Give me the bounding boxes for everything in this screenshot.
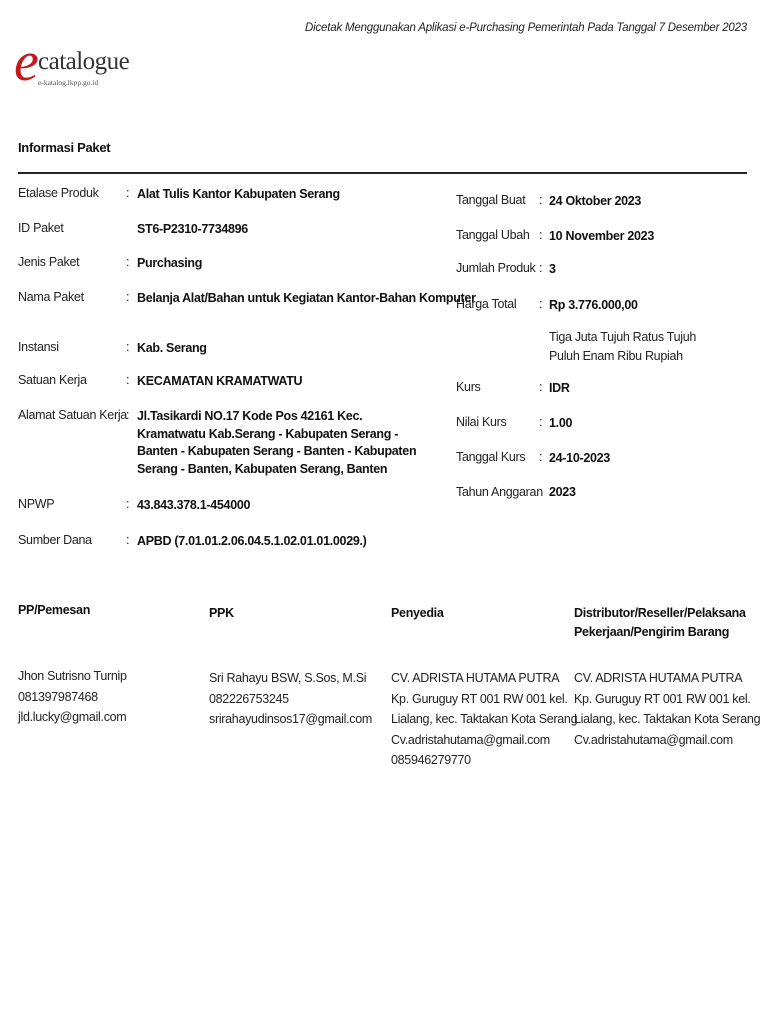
- field-label-kurs: Kurs: [456, 380, 481, 394]
- field-label-nilai-kurs: Nilai Kurs: [456, 415, 507, 429]
- field-colon: :: [539, 450, 543, 464]
- field-colon: :: [126, 255, 130, 269]
- field-label-harga-total: Harga Total: [456, 297, 517, 311]
- ecatalogue-logo: [14, 31, 130, 100]
- party-line: CV. ADRISTA HUTAMA PUTRA: [574, 671, 743, 685]
- party-line: Lialang, kec. Taktakan Kota Serang: [391, 712, 578, 726]
- field-value-tanggal-kurs: 24-10-2023: [549, 451, 610, 465]
- party-line: Cv.adristahutama@gmail.com: [574, 732, 733, 747]
- field-colon: :: [539, 193, 543, 207]
- field-label-npwp: NPWP: [18, 497, 55, 511]
- party-line: Cv.adristahutama@gmail.com: [391, 732, 550, 747]
- field-label-tahun-anggaran: Tahun Anggaran: [456, 485, 543, 499]
- party-heading: Distributor/Reseller/Pelaksana Pekerjaan/Pengirim Barang: [574, 606, 746, 639]
- field-label-tanggal-kurs: Tanggal Kurs: [456, 450, 526, 464]
- field-colon: :: [126, 186, 130, 200]
- field-colon: :: [539, 261, 543, 275]
- party-line: Kp. Guruguy RT 001 RW 001 kel.: [391, 691, 568, 706]
- logo-word: catalogue: [38, 48, 130, 75]
- field-value-tanggal-ubah: 10 November 2023: [549, 229, 654, 243]
- party-heading: Penyedia: [391, 606, 444, 620]
- field-colon: :: [126, 290, 130, 304]
- party-line: 081397987468: [18, 689, 98, 704]
- field-value-jumlah-produk: 3: [549, 262, 556, 276]
- field-colon: :: [126, 497, 130, 511]
- field-colon: :: [126, 340, 130, 354]
- field-label-alamat: Alamat Satuan Kerja: [18, 408, 127, 422]
- field-label-jumlah-produk: Jumlah Produk: [456, 261, 536, 275]
- field-value-jenis-paket: Purchasing: [137, 256, 203, 270]
- field-value-etalase: Alat Tulis Kantor Kabupaten Serang: [137, 187, 340, 201]
- party-line: Sri Rahayu BSW, S.Sos, M.Si: [209, 671, 367, 685]
- field-value-tahun-anggaran: 2023: [549, 485, 576, 499]
- field-label-tanggal-ubah: Tanggal Ubah: [456, 228, 530, 242]
- field-colon: :: [539, 415, 543, 429]
- party-line: jld.lucky@gmail.com: [18, 710, 127, 724]
- field-value-kurs: IDR: [549, 381, 570, 395]
- field-label-id-paket: ID Paket: [18, 221, 64, 235]
- field-value-instansi: Kab. Serang: [137, 341, 207, 355]
- harga-terbilang: Tiga Juta Tujuh Ratus Tujuh Puluh Enam Ribu Rupiah: [549, 330, 697, 363]
- field-colon: :: [539, 228, 543, 242]
- party-line: 082226753245: [209, 691, 289, 706]
- field-label-satuan-kerja: Satuan Kerja: [18, 373, 87, 387]
- party-distributor: [574, 604, 761, 750]
- party-line: Lialang, kec. Taktakan Kota Serang: [574, 712, 761, 726]
- party-line: CV. ADRISTA HUTAMA PUTRA: [391, 671, 560, 685]
- field-colon: :: [539, 297, 543, 311]
- party-line: Jhon Sutrisno Turnip: [18, 669, 127, 683]
- field-value-alamat: Jl.Tasikardi NO.17 Kode Pos 42161 Kec. Kramatwatu Kab.Serang - Kabupaten Serang - Banten - Kabupaten Serang - Banten - Kabupaten Serang - Banten, Kabupaten Serang, Banten: [137, 409, 417, 476]
- party-ppk: [209, 604, 379, 730]
- field-value-sumber-dana: APBD (7.01.01.2.06.04.5.1.02.01.01.0029.): [137, 534, 367, 548]
- field-label-tanggal-buat: Tanggal Buat: [456, 193, 526, 207]
- field-label-etalase: Etalase Produk: [18, 186, 99, 200]
- printed-note: Dicetak Menggunakan Aplikasi e-Purchasing Pemerintah Pada Tanggal 7 Desember 2023: [305, 22, 747, 34]
- field-value-npwp: 43.843.378.1-454000: [137, 498, 251, 512]
- field-label-sumber-dana: Sumber Dana: [18, 533, 92, 547]
- field-colon: :: [126, 408, 130, 422]
- party-heading: PP/Pemesan: [18, 603, 91, 617]
- field-label-instansi: Instansi: [18, 340, 59, 354]
- field-value-satuan-kerja: KECAMATAN KRAMATWATU: [137, 374, 303, 388]
- section-divider: [18, 172, 747, 174]
- field-label-nama-paket: Nama Paket: [18, 290, 84, 304]
- field-colon: :: [539, 380, 543, 394]
- field-value-tanggal-buat: 24 Oktober 2023: [549, 194, 642, 208]
- party-pp-pemesan: [18, 601, 188, 728]
- party-line: 085946279770: [391, 753, 471, 767]
- field-colon: :: [126, 533, 130, 547]
- field-value-id-paket: ST6-P2310-7734896: [137, 222, 248, 236]
- party-heading: PPK: [209, 606, 234, 620]
- party-penyedia: [391, 604, 578, 771]
- field-colon: :: [126, 373, 130, 387]
- section-title: Informasi Paket: [18, 140, 111, 155]
- field-value-nilai-kurs: 1.00: [549, 416, 573, 430]
- field-value-harga-total: Rp 3.776.000,00: [549, 298, 638, 312]
- logo-url: e-katalog.lkpp.go.id: [38, 78, 99, 87]
- field-value-nama-paket: Belanja Alat/Bahan untuk Kegiatan Kantor-Bahan Komputer: [137, 291, 476, 305]
- party-line: srirahayudinsos17@gmail.com: [209, 712, 372, 726]
- field-label-jenis-paket: Jenis Paket: [18, 255, 80, 269]
- party-line: Kp. Guruguy RT 001 RW 001 kel.: [574, 691, 751, 706]
- logo-mark: e: [14, 31, 39, 93]
